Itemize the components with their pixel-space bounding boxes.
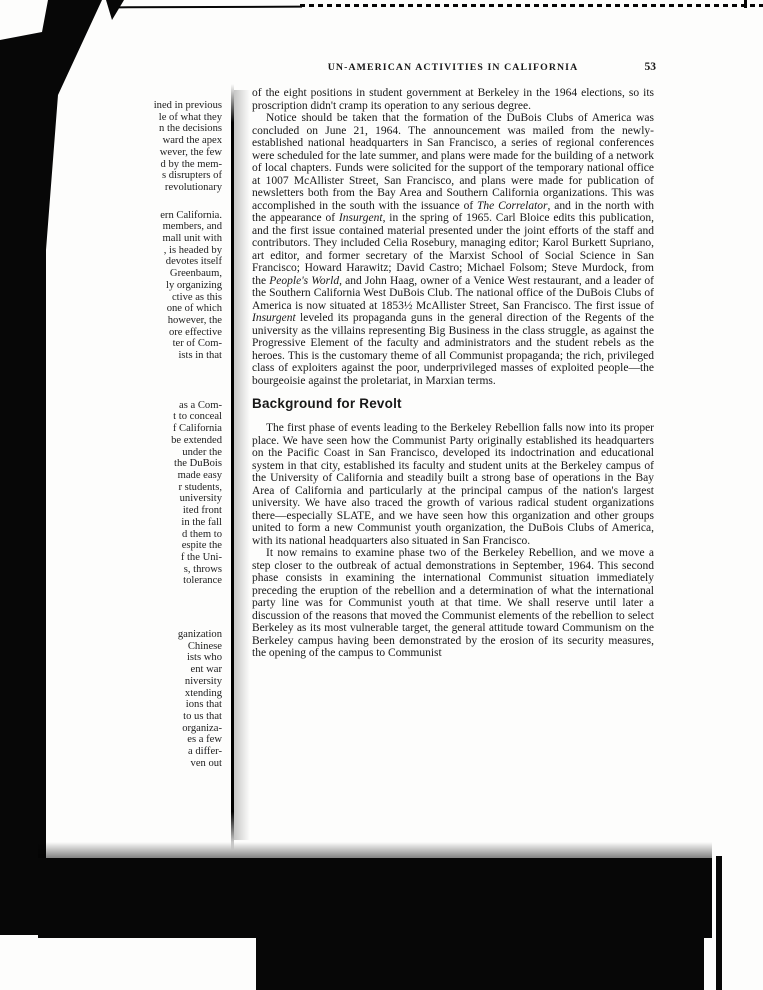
fragment-line: s, throws <box>183 563 222 575</box>
fragment-line: d them to <box>181 528 222 540</box>
fragment-line: one of which <box>166 303 222 315</box>
fragment-line: wever, the few <box>159 146 222 158</box>
fragment-line: ven out <box>190 757 222 769</box>
fragment-line: le of what they <box>158 111 222 123</box>
fragment-line: the DuBois <box>174 458 222 470</box>
fragment-line: as a Com- <box>179 399 222 411</box>
fragment-line: f the Uni- <box>180 551 222 563</box>
body-text-before-heading <box>252 87 654 387</box>
fragment-line: ions that <box>185 699 222 711</box>
fragment-line: mall unit with <box>162 233 222 245</box>
fragment-line: ctive as this <box>171 291 222 303</box>
fragment-line: made easy <box>177 469 222 481</box>
fragment-group <box>116 100 222 194</box>
fragment-line: be extended <box>171 434 222 446</box>
paragraph: of the eight positions in student government at Berkeley in the 1964 elections, so its proscription didn't cramp its operation to any serious degree. <box>252 87 654 112</box>
paragraph: The first phase of events leading to the Berkeley Rebellion falls now into its proper place. We have seen how the Communist Party originally established its headquarters on the Pacific Coast in San Francisco, developed its indoctrination and educational system in that city, established its faculty and student units at the Berkeley campus of the University of California and steadily built a strong base of operations in the Bay Area of California and particularly at the principal campus of the nation's largest university. We have also traced the growth of various radical student organizations there—especially SLATE, and we have seen how this organization and other groups united to form a new Communist youth organization, the DuBois Clubs of America, with its national headquarters also situated in San Francisco. <box>252 422 654 547</box>
fragment-line: s disrupters of <box>161 170 222 182</box>
fragment-line: Chinese <box>187 640 222 652</box>
fragment-line: Greenbaum, <box>169 268 222 280</box>
fragment-line: however, the <box>167 314 222 326</box>
fragment-line: in the fall <box>181 516 222 528</box>
fragment-line: revolutionary <box>164 181 222 193</box>
fragment-line: ined in previous <box>153 100 222 111</box>
paragraph: It now remains to examine phase two of the Berkeley Rebellion, and we move a step closer to the outbreak of actual demonstrations in September, 1964. This second phase consists in examining the international Communist situation immediately preceding the eruption of the rebellion and a determination of what the international party line was for Communist youth at that time. We shall reserve until later a discussion of the reasons that moved the Communist elements of the rebellion to select Berkeley as its most vulnerable target, the general attitude toward Communism on the Berkeley campus having been demonstrated by the erosion of its security measures, the opening of the campus to Communist <box>252 547 654 659</box>
fragment-line: ists in that <box>178 350 222 362</box>
scan-artifact-bottom-right-strip <box>716 856 722 990</box>
fragment-line: ited front <box>182 505 222 517</box>
fragment-line: f California <box>172 423 222 435</box>
fragment-line: t to conceal <box>173 411 222 423</box>
scan-artifact-top-line <box>118 6 302 9</box>
fragment-line: es a few <box>187 734 222 746</box>
fragment-group <box>116 210 222 362</box>
fragment-line: ern California. <box>160 209 222 221</box>
page-content <box>252 62 654 660</box>
fragment-group <box>116 629 222 769</box>
fragment-line: university <box>179 493 222 505</box>
fragment-line: to us that <box>183 710 222 722</box>
fragment-line: d by the mem- <box>160 158 222 170</box>
book-gutter-shadow <box>234 90 250 840</box>
fragment-line: ore effective <box>168 326 222 338</box>
fragment-line: ent war <box>190 664 222 676</box>
running-header <box>252 62 654 76</box>
previous-page-text-fragments <box>116 100 222 785</box>
fragment-line: r students, <box>178 481 222 493</box>
fragment-line: ly organizing <box>166 279 222 291</box>
fragment-line: , is headed by <box>163 244 222 256</box>
body-text-after-heading <box>252 422 654 660</box>
fragment-group <box>116 400 222 587</box>
fragment-line: tolerance <box>183 575 222 587</box>
fragment-line: espite the <box>181 540 222 552</box>
scan-artifact-dotted-line <box>300 4 763 7</box>
fragment-line: members, and <box>162 221 222 233</box>
fragment-line: under the <box>182 446 222 458</box>
running-header-title: UN-AMERICAN ACTIVITIES IN CALIFORNIA <box>327 62 579 73</box>
scan-artifact-bottom-band <box>38 858 712 938</box>
fragment-line: n the decisions <box>159 123 222 135</box>
fragment-line: ganization <box>177 629 222 641</box>
fragment-line: organiza- <box>182 722 222 734</box>
scan-artifact-bottom-center <box>256 936 704 990</box>
section-heading: Background for Revolt <box>252 396 402 411</box>
paragraph: Notice should be taken that the formation of the DuBois Clubs of America was concluded on June 21, 1964. The announcement was mailed from the newly-established national headquarters in San Francisco, a series of regional conferences were scheduled for the late summer, and plans were made for the building of a network of local chapters. Funds were solicited for the support of the temporary national office at 1007 McAllister Street, San Francisco, and plans were made for publication of newsletters both from the Bay Area and Southern California organizations. This was accomplished in the south with the issuance of The Correlator, and in the north with the appearance of Insurgent, in the spring of 1965. Carl Bloice edits this publication, and the first issue contained material presented under the joint efforts of the staff and contributors. They included Celia Rosebury, managing editor; Karol Burkett Supriano, art editor, and former secretary of the Marxist School of Social Science in San Francisco; Howard Harawitz; David Castro; Michael Folsom; Steve Murdock, from the People's World, and John Haag, owner of a Venice West restaurant, and a leader of the Southern California West DuBois Club. The national office of the DuBois Clubs of America is now situated at 1853½ McAllister Street, San Francisco. The first issue of Insurgent leveled its propaganda guns in the general direction of the Regents of the university as the villains representing Big Business in the class struggle, as against the Progressive Element of the faculty and administrators and the student rebels as the heroes. This is the customary theme of all Communist propaganda; the rich, privileged class of exploiters against the poor, underprivileged masses of exploited people—the bourgeoisie against the proletariat, in Marxian terms. <box>252 112 655 387</box>
scan-artifact-top-right-tick <box>744 0 747 8</box>
fragment-line: ists who <box>186 652 222 664</box>
fragment-line: xtending <box>184 687 222 699</box>
page-number: 53 <box>644 61 656 73</box>
fragment-line: niversity <box>184 675 222 687</box>
fragment-line: ter of Com- <box>172 338 222 350</box>
fragment-line: ward the apex <box>162 135 222 147</box>
fragment-line: devotes itself <box>165 256 222 268</box>
fragment-line: a differ- <box>187 746 222 758</box>
